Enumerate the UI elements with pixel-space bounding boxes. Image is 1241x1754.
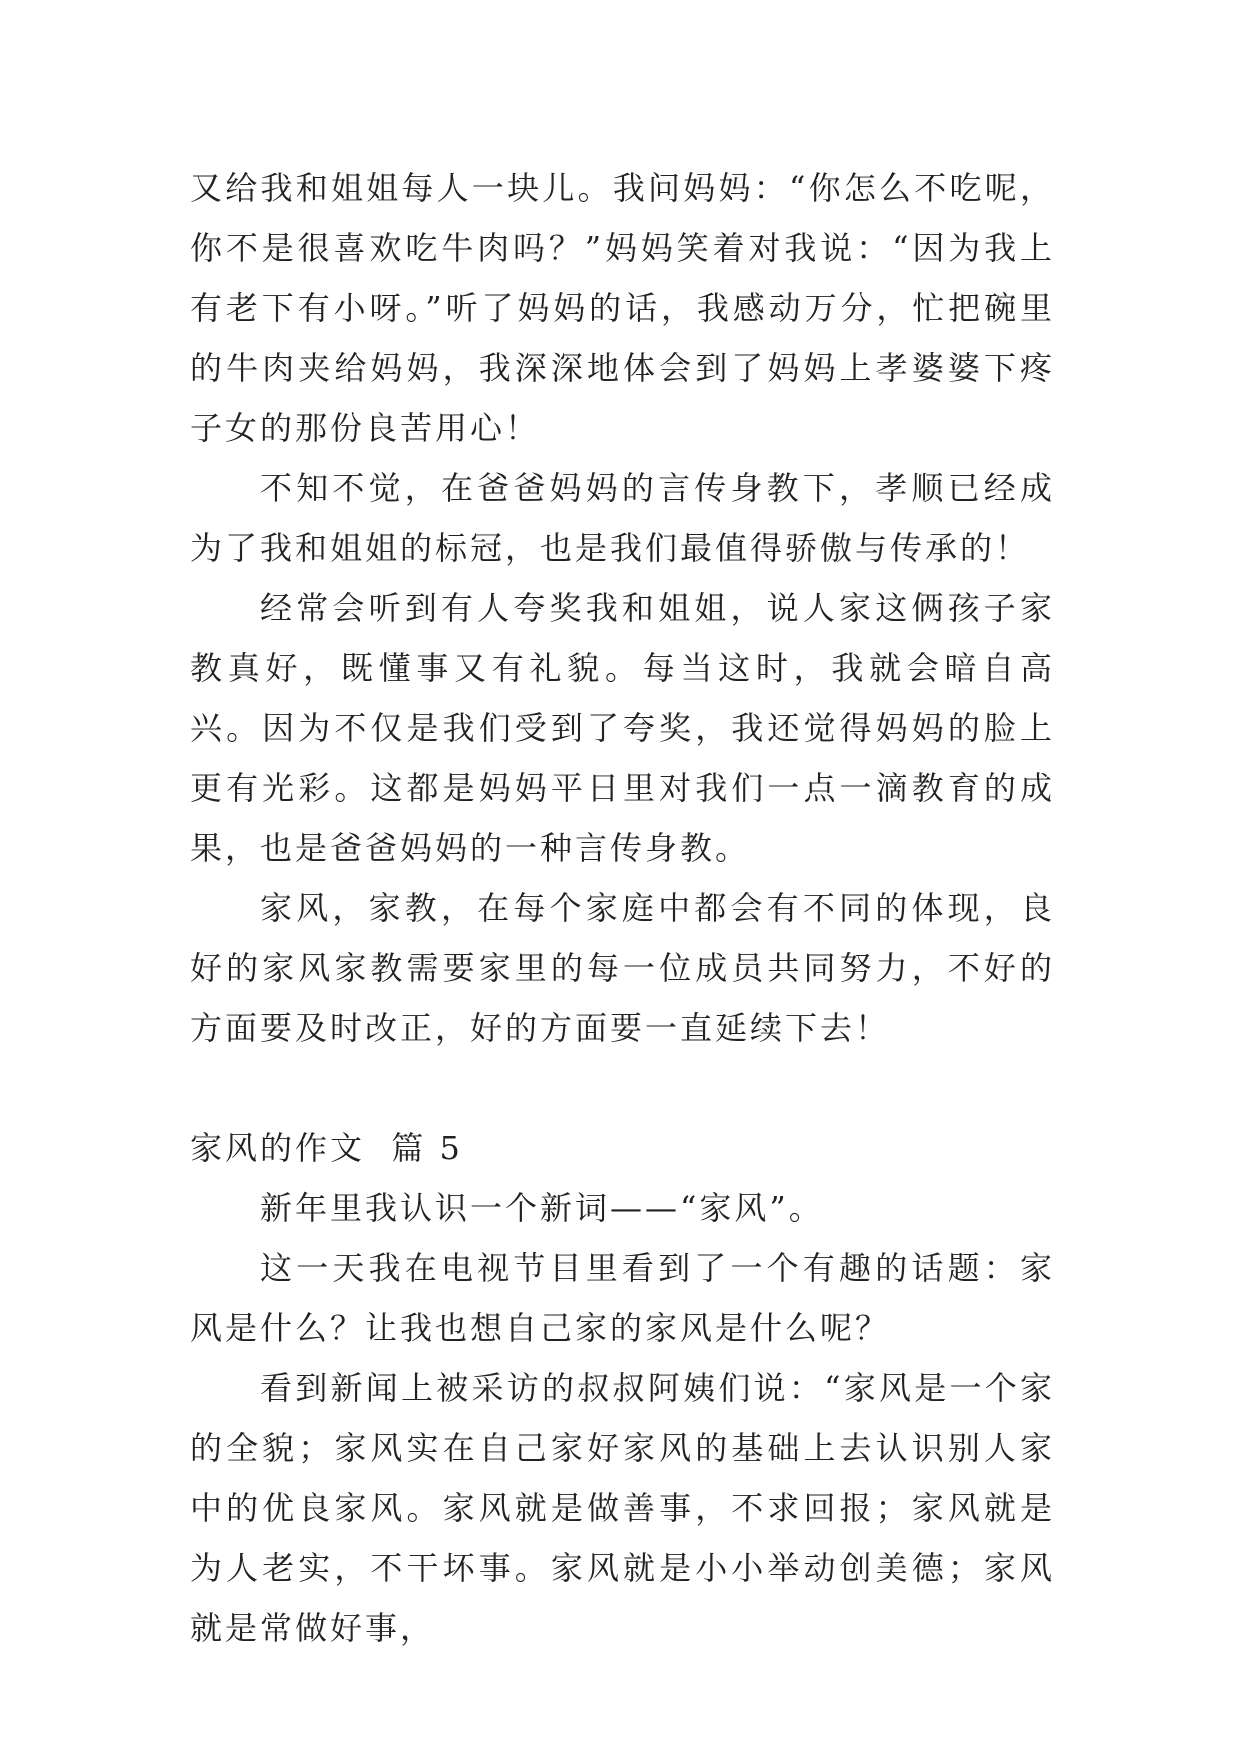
paragraph-interview: 看到新闻上被采访的叔叔阿姨们说：“家风是一个家的全貌；家风实在自己家好家风的基础上去认识别人家中的优良家风。家风就是做善事，不求回报；家风就是为人老实，不干坏事。家风就是小小举动创美德；家风就是常做好事，	[190, 1369, 1055, 1647]
section-gap	[190, 1058, 1055, 1118]
paragraph-new-word: 新年里我认识一个新词——“家风”。	[260, 1189, 824, 1227]
paragraph-filial-piety: 不知不觉，在爸爸妈妈的言传身教下，孝顺已经成为了我和姐姐的标冠，也是我们最值得骄傲与传承的！	[190, 469, 1055, 567]
document-body	[190, 158, 1055, 1658]
paragraph-praise: 经常会听到有人夸奖我和姐姐，说人家这俩孩子家教真好，既懂事又有礼貌。每当这时，我就会暗自高兴。因为不仅是我们受到了夸奖，我还觉得妈妈的脸上更有光彩。这都是妈妈平日里对我们一点一滴教育的成果，也是爸爸妈妈的一种言传身教。	[190, 589, 1055, 867]
section-heading: 家风的作文 篇 5	[190, 1129, 463, 1167]
paragraph-continued: 又给我和姐姐每人一块儿。我问妈妈：“你怎么不吃呢，你不是很喜欢吃牛肉吗？”妈妈笑着对我说：“因为我上有老下有小呀。”听了妈妈的话，我感动万分，忙把碗里的牛肉夹给妈妈，我深深地体会到了妈妈上孝婆婆下疼子女的那份良苦用心！	[190, 169, 1055, 447]
paragraph-family-tradition: 家风，家教，在每个家庭中都会有不同的体现，良好的家风家教需要家里的每一位成员共同努力，不好的方面要及时改正，好的方面要一直延续下去！	[190, 889, 1055, 1047]
paragraph-tv-topic: 这一天我在电视节目里看到了一个有趣的话题：家风是什么？让我也想自己家的家风是什么呢？	[190, 1249, 1055, 1347]
